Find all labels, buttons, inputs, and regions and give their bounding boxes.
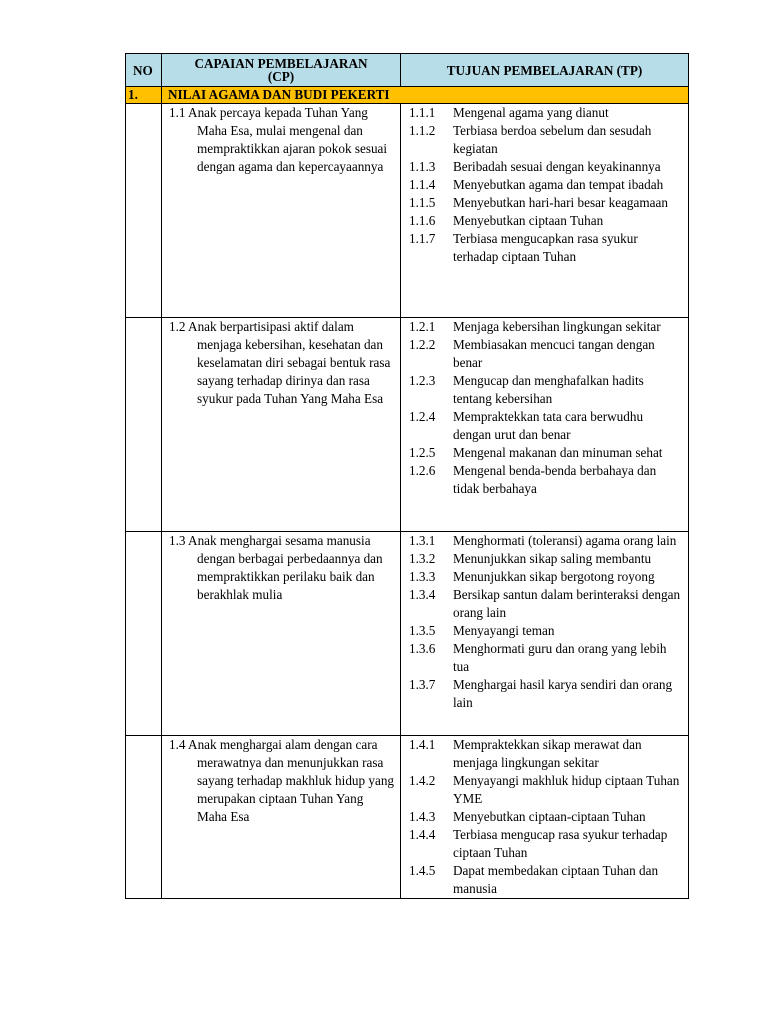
tp-text: Terbiasa mengucap rasa syukur terhadap ciptaan Tuhan xyxy=(453,827,668,860)
learning-outcomes-table xyxy=(125,53,689,899)
tp-text: Menghargai hasil karya sendiri dan orang lain xyxy=(453,677,673,710)
tp-text: Dapat membedakan ciptaan Tuhan dan manusia xyxy=(453,863,659,896)
tp-text: Menyayangi makhluk hidup ciptaan Tuhan YME xyxy=(453,773,680,806)
tp-list xyxy=(401,736,688,898)
tp-item xyxy=(401,158,688,176)
tp-item xyxy=(401,640,688,676)
tp-text: Menjaga kebersihan lingkungan sekitar xyxy=(453,319,661,334)
tp-list xyxy=(401,318,688,498)
no-cell xyxy=(126,736,162,899)
table-row xyxy=(126,318,689,532)
header-tp: TUJUAN PEMBELAJARAN (TP) xyxy=(401,54,689,87)
tp-text: Mengucap dan menghafalkan hadits tentang kebersihan xyxy=(453,373,644,406)
tp-text: Menyebutkan hari-hari besar keagamaan xyxy=(453,195,668,210)
tp-item xyxy=(401,532,688,550)
tp-item xyxy=(401,212,688,230)
tp-item xyxy=(401,826,688,862)
tp-number: 1.1.2 xyxy=(409,123,436,138)
header-no: NO xyxy=(126,54,162,87)
tp-item xyxy=(401,408,688,444)
tp-text: Menyebutkan ciptaan Tuhan xyxy=(453,213,604,228)
tp-item xyxy=(401,772,688,808)
tp-text: Menyayangi teman xyxy=(453,623,555,638)
tp-item xyxy=(401,318,688,336)
tp-text: Bersikap santun dalam berinteraksi dengan orang lain xyxy=(453,587,681,620)
tp-item xyxy=(401,194,688,212)
tp-text: Mengenal agama yang dianut xyxy=(453,105,609,120)
tp-list xyxy=(401,104,688,266)
tp-text: Menunjukkan sikap bergotong royong xyxy=(453,569,655,584)
tp-number: 1.2.3 xyxy=(409,373,436,388)
tp-number: 1.3.3 xyxy=(409,569,436,584)
tp-number: 1.4.1 xyxy=(409,737,436,752)
tp-number: 1.4.5 xyxy=(409,863,436,878)
tp-item xyxy=(401,176,688,194)
tp-text: Menyebutkan ciptaan-ciptaan Tuhan xyxy=(453,809,646,824)
tp-number: 1.1.6 xyxy=(409,213,436,228)
tp-text: Terbiasa mengucapkan rasa syukur terhadap ciptaan Tuhan xyxy=(453,231,638,264)
tp-item xyxy=(401,586,688,622)
tp-cell xyxy=(401,104,689,318)
tp-text: Mempraktekkan sikap merawat dan menjaga lingkungan sekitar xyxy=(453,737,642,770)
tp-cell xyxy=(401,736,689,899)
cp-cell xyxy=(162,318,401,532)
cp-cell xyxy=(162,532,401,736)
tp-number: 1.2.5 xyxy=(409,445,436,460)
tp-number: 1.3.5 xyxy=(409,623,436,638)
tp-cell xyxy=(401,532,689,736)
tp-cell xyxy=(401,318,689,532)
section-title: NILAI AGAMA DAN BUDI PEKERTI xyxy=(162,87,689,104)
tp-item xyxy=(401,230,688,266)
tp-item xyxy=(401,462,688,498)
cp-cell xyxy=(162,104,401,318)
tp-text: Beribadah sesuai dengan keyakinannya xyxy=(453,159,661,174)
tp-number: 1.2.2 xyxy=(409,337,436,352)
tp-number: 1.3.6 xyxy=(409,641,436,656)
tp-item xyxy=(401,104,688,122)
tp-item xyxy=(401,550,688,568)
section-row xyxy=(126,87,689,104)
cp-text: 1.3 Anak menghargai sesama manusia dengan berbagai perbedaannya dan mempraktikkan perilaku baik dan berakhlak mulia xyxy=(169,533,383,602)
tp-item xyxy=(401,808,688,826)
cp-text: 1.1 Anak percaya kepada Tuhan Yang Maha Esa, mulai mengenal dan mempraktikkan ajaran pokok sesuai dengan agama dan kepercayaannya xyxy=(169,105,388,174)
cp-text: 1.4 Anak menghargai alam dengan cara merawatnya dan menunjukkan rasa sayang terhadap makhluk hidup yang merupakan ciptaan Tuhan Yang Maha Esa xyxy=(169,737,395,824)
tp-number: 1.3.4 xyxy=(409,587,436,602)
tp-item xyxy=(401,336,688,372)
tp-item xyxy=(401,444,688,462)
header-cp xyxy=(162,54,401,87)
no-cell xyxy=(126,104,162,318)
header-cp-line1: CAPAIAN PEMBELAJARAN xyxy=(194,56,368,71)
tp-number: 1.1.1 xyxy=(409,105,436,120)
cp-text: 1.2 Anak berpartisipasi aktif dalam menjaga kebersihan, kesehatan dan keselamatan diri sebagai bentuk rasa sayang terhadap dirinya dan rasa syukur pada Tuhan Yang Maha Esa xyxy=(169,319,391,406)
tp-text: Mempraktekkan tata cara berwudhu dengan urut dan benar xyxy=(453,409,644,442)
tp-item xyxy=(401,676,688,712)
tp-number: 1.2.6 xyxy=(409,463,436,478)
section-number: 1. xyxy=(126,87,162,104)
table-row xyxy=(126,736,689,899)
no-cell xyxy=(126,532,162,736)
tp-item xyxy=(401,622,688,640)
tp-number: 1.4.2 xyxy=(409,773,436,788)
tp-number: 1.3.7 xyxy=(409,677,436,692)
tp-text: Menunjukkan sikap saling membantu xyxy=(453,551,652,566)
tp-number: 1.1.5 xyxy=(409,195,436,210)
tp-item xyxy=(401,862,688,898)
tp-number: 1.1.7 xyxy=(409,231,436,246)
tp-number: 1.3.1 xyxy=(409,533,436,548)
tp-item xyxy=(401,568,688,586)
header-cp-line2: (CP) xyxy=(267,69,295,84)
table-header-row xyxy=(126,54,689,87)
tp-number: 1.1.3 xyxy=(409,159,436,174)
table-row xyxy=(126,104,689,318)
no-cell xyxy=(126,318,162,532)
tp-number: 1.3.2 xyxy=(409,551,436,566)
tp-text: Mengenal benda-benda berbahaya dan tidak berbahaya xyxy=(453,463,657,496)
tp-list xyxy=(401,532,688,712)
table-row xyxy=(126,532,689,736)
tp-item xyxy=(401,736,688,772)
tp-number: 1.1.4 xyxy=(409,177,436,192)
tp-text: Menghormati guru dan orang yang lebih tua xyxy=(453,641,667,674)
tp-number: 1.4.4 xyxy=(409,827,436,842)
tp-text: Terbiasa berdoa sebelum dan sesudah kegiatan xyxy=(453,123,652,156)
cp-cell xyxy=(162,736,401,899)
tp-number: 1.4.3 xyxy=(409,809,436,824)
tp-number: 1.2.4 xyxy=(409,409,436,424)
tp-item xyxy=(401,372,688,408)
tp-text: Menghormati (toleransi) agama orang lain xyxy=(453,533,677,548)
tp-item xyxy=(401,122,688,158)
tp-text: Mengenal makanan dan minuman sehat xyxy=(453,445,663,460)
tp-text: Menyebutkan agama dan tempat ibadah xyxy=(453,177,664,192)
tp-text: Membiasakan mencuci tangan dengan benar xyxy=(453,337,655,370)
tp-number: 1.2.1 xyxy=(409,319,436,334)
